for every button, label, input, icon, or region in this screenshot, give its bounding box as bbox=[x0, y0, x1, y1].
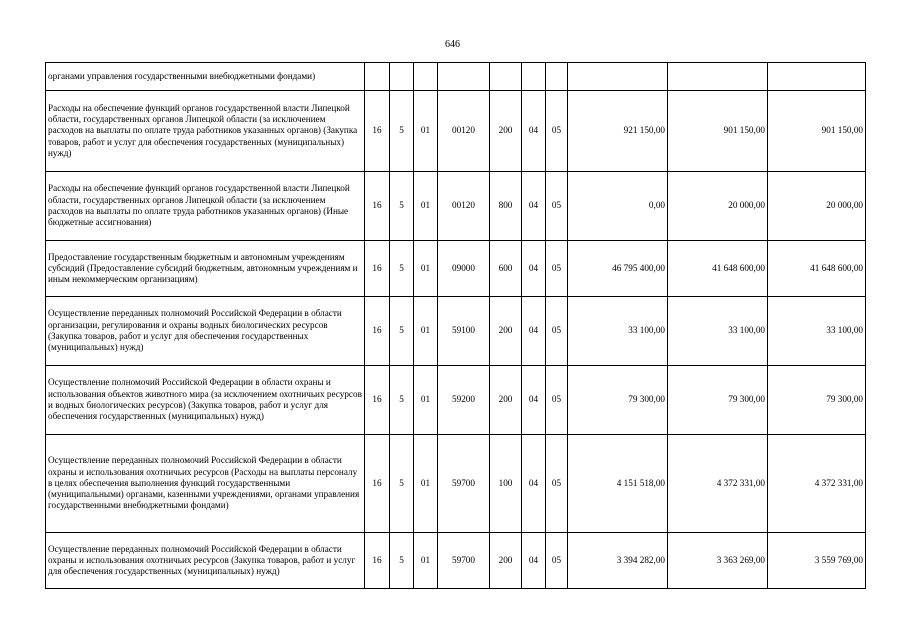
admin-code: 16 bbox=[365, 91, 390, 172]
expense-type-code: 200 bbox=[490, 366, 522, 435]
amount-year-2: 41 648 600,00 bbox=[668, 241, 768, 297]
row-description: Расходы на обеспечение функций органов государственной власти Липецкой области, государственных органов Липецкой области (за исключением расходов на выплаты по оплате труда работников указанных органов) (Закупка товаров, работ и услуг для обеспечения государственных (муниципальных) нужд) bbox=[46, 91, 365, 172]
row-description: Осуществление переданных полномочий Российской Федерации в области охраны и использования охотничьих ресурсов (Расходы на выплаты персоналу в целях обеспечения выполнения функций государственными (муниципальными) органами, казенными учреждениями, органами управления государственными внебюджетными фондами) bbox=[46, 435, 365, 533]
amount-year-3: 901 150,00 bbox=[768, 91, 866, 172]
section-code: 5 bbox=[390, 435, 414, 533]
subsection-code: 01 bbox=[414, 172, 438, 241]
section-code: 5 bbox=[390, 366, 414, 435]
section-code: 5 bbox=[390, 533, 414, 589]
amount-year-2: 901 150,00 bbox=[668, 91, 768, 172]
subsection-code: 01 bbox=[414, 533, 438, 589]
division-code: 04 bbox=[522, 241, 546, 297]
subsection-code: 01 bbox=[414, 366, 438, 435]
target-article-code: 59100 bbox=[438, 297, 490, 366]
amount-year-2 bbox=[668, 63, 768, 91]
admin-code: 16 bbox=[365, 366, 390, 435]
table-row bbox=[46, 172, 866, 241]
expense-type-code bbox=[490, 63, 522, 91]
admin-code: 16 bbox=[365, 172, 390, 241]
amount-year-3: 41 648 600,00 bbox=[768, 241, 866, 297]
subsection-code: 01 bbox=[414, 435, 438, 533]
amount-year-2: 4 372 331,00 bbox=[668, 435, 768, 533]
division-code: 04 bbox=[522, 533, 546, 589]
target-article-code: 59700 bbox=[438, 435, 490, 533]
subsection-code bbox=[414, 63, 438, 91]
row-description: Осуществление переданных полномочий Российской Федерации в области организации, регулирования и охраны водных биологических ресурсов (Закупка товаров, работ и услуг для обеспечения государственных (муниципальных) нужд) bbox=[46, 297, 365, 366]
subdivision-code: 05 bbox=[546, 366, 568, 435]
table-row bbox=[46, 241, 866, 297]
subdivision-code: 05 bbox=[546, 241, 568, 297]
amount-year-1: 921 150,00 bbox=[568, 91, 668, 172]
expense-type-code: 200 bbox=[490, 533, 522, 589]
subdivision-code: 05 bbox=[546, 533, 568, 589]
subsection-code: 01 bbox=[414, 297, 438, 366]
admin-code: 16 bbox=[365, 241, 390, 297]
target-article-code: 00120 bbox=[438, 172, 490, 241]
row-description: Предоставление государственным бюджетным и автономным учреждениям субсидий (Предоставление субсидий бюджетным, автономным учреждениям и иным некоммерческим организациям) bbox=[46, 241, 365, 297]
amount-year-1: 46 795 400,00 bbox=[568, 241, 668, 297]
amount-year-1 bbox=[568, 63, 668, 91]
subsection-code: 01 bbox=[414, 91, 438, 172]
amount-year-1: 79 300,00 bbox=[568, 366, 668, 435]
expense-type-code: 200 bbox=[490, 297, 522, 366]
admin-code: 16 bbox=[365, 435, 390, 533]
table-row bbox=[46, 63, 866, 91]
amount-year-1: 33 100,00 bbox=[568, 297, 668, 366]
division-code: 04 bbox=[522, 435, 546, 533]
section-code: 5 bbox=[390, 91, 414, 172]
amount-year-1: 0,00 bbox=[568, 172, 668, 241]
subdivision-code: 05 bbox=[546, 435, 568, 533]
amount-year-2: 20 000,00 bbox=[668, 172, 768, 241]
amount-year-2: 79 300,00 bbox=[668, 366, 768, 435]
target-article-code: 09000 bbox=[438, 241, 490, 297]
expense-type-code: 200 bbox=[490, 91, 522, 172]
amount-year-1: 3 394 282,00 bbox=[568, 533, 668, 589]
expense-type-code: 800 bbox=[490, 172, 522, 241]
division-code: 04 bbox=[522, 91, 546, 172]
division-code: 04 bbox=[522, 366, 546, 435]
amount-year-2: 3 363 269,00 bbox=[668, 533, 768, 589]
amount-year-3: 3 559 769,00 bbox=[768, 533, 866, 589]
budget-table bbox=[45, 62, 866, 589]
subdivision-code: 05 bbox=[546, 172, 568, 241]
subdivision-code: 05 bbox=[546, 297, 568, 366]
row-description: Осуществление переданных полномочий Российской Федерации в области охраны и использования охотничьих ресурсов (Закупка товаров, работ и услуг для обеспечения государственных (муниципальных) нужд) bbox=[46, 533, 365, 589]
page-number: 646 bbox=[445, 39, 460, 50]
target-article-code: 00120 bbox=[438, 91, 490, 172]
expense-type-code: 600 bbox=[490, 241, 522, 297]
admin-code bbox=[365, 63, 390, 91]
amount-year-3: 4 372 331,00 bbox=[768, 435, 866, 533]
amount-year-3: 33 100,00 bbox=[768, 297, 866, 366]
subdivision-code: 05 bbox=[546, 91, 568, 172]
division-code bbox=[522, 63, 546, 91]
section-code: 5 bbox=[390, 241, 414, 297]
target-article-code: 59200 bbox=[438, 366, 490, 435]
division-code: 04 bbox=[522, 297, 546, 366]
section-code bbox=[390, 63, 414, 91]
table-row bbox=[46, 91, 866, 172]
target-article-code bbox=[438, 63, 490, 91]
admin-code: 16 bbox=[365, 297, 390, 366]
admin-code: 16 bbox=[365, 533, 390, 589]
amount-year-3 bbox=[768, 63, 866, 91]
subdivision-code bbox=[546, 63, 568, 91]
table-row bbox=[46, 366, 866, 435]
table-row bbox=[46, 533, 866, 589]
amount-year-1: 4 151 518,00 bbox=[568, 435, 668, 533]
table-row bbox=[46, 435, 866, 533]
row-description: органами управления государственными внебюджетными фондами) bbox=[46, 63, 365, 91]
target-article-code: 59700 bbox=[438, 533, 490, 589]
table-row bbox=[46, 297, 866, 366]
amount-year-2: 33 100,00 bbox=[668, 297, 768, 366]
expense-type-code: 100 bbox=[490, 435, 522, 533]
row-description: Расходы на обеспечение функций органов государственной власти Липецкой области, государственных органов Липецкой области (за исключением расходов на выплаты по оплате труда работников указанных органов) (Иные бюджетные ассигнования) bbox=[46, 172, 365, 241]
amount-year-3: 79 300,00 bbox=[768, 366, 866, 435]
section-code: 5 bbox=[390, 172, 414, 241]
section-code: 5 bbox=[390, 297, 414, 366]
division-code: 04 bbox=[522, 172, 546, 241]
row-description: Осуществление полномочий Российской Федерации в области охраны и использования объектов животного мира (за исключением охотничьих ресурсов и водных биологических ресурсов) (Закупка товаров, работ и услуг для обеспечения государственных (муниципальных) нужд) bbox=[46, 366, 365, 435]
amount-year-3: 20 000,00 bbox=[768, 172, 866, 241]
subsection-code: 01 bbox=[414, 241, 438, 297]
